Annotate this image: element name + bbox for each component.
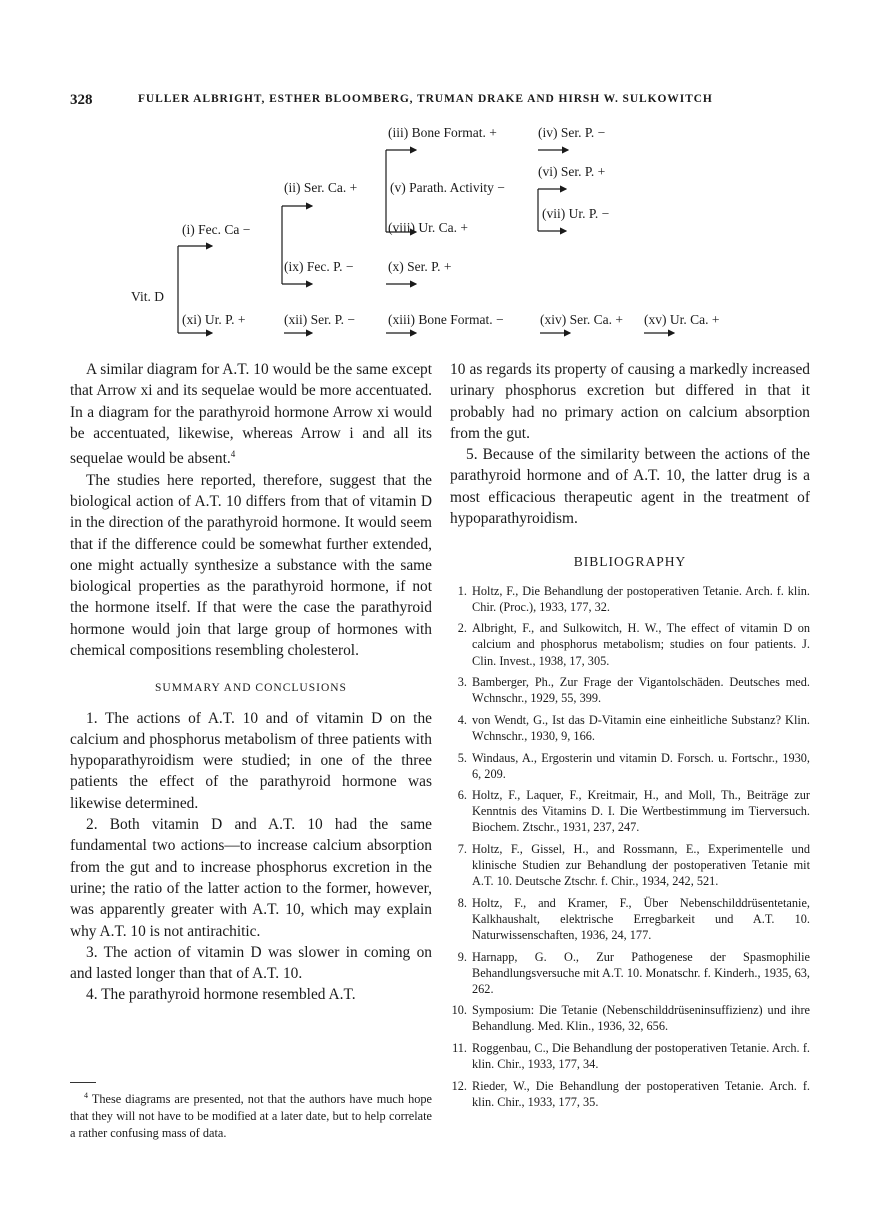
footnote-ref: 4 [230,449,236,460]
entry-number: 5. [457,750,467,765]
node-x: (x) Ser. P. + [388,259,452,274]
node-xi: (xi) Ur. P. + [182,312,246,327]
entry-number: 8. [457,895,467,910]
bibliography-entry [450,750,810,782]
node-i: (i) Fec. Ca − [182,222,251,237]
bibliography-entry [450,841,810,889]
entry-number: 6. [457,788,467,803]
paragraph: A similar diagram for A.T. 10 would be the same except that Arrow xi and its sequelae would be more accentuated. In a diagram for the parathyroid hormone Arrow xi would be accentuated, likewise, whereas Arrow i and all its sequelae would be absent.$^4$ [70,361,432,468]
entry-number: 7. [457,841,467,856]
entry-text: Symposium: Die Tetanie (Nebenschilddrüseninsuffizienz) und ihre Behandlung. Med. Klin., 1936, 32, 656. [472,1003,810,1034]
conclusion-4-cont: 10 as regards its property of causing a markedly increased urinary phosphorus excretion but differed in that it probably had no primary action on calcium absorption from the gut. [450,361,810,442]
node-vi: (vi) Ser. P. + [538,164,606,179]
footnote-rule [70,1082,96,1083]
conclusion-5: 5. Because of the similarity between the actions of the parathyroid hormone and of A.T. 10, the latter drug is a most efficacious therapeutic agent in the treatment of hypoparathyroidism. [450,446,810,528]
entry-text: Holtz, F., Die Behandlung der postoperativen Tetanie. Arch. f. klin. Chir. (Proc.), 1933, 177, 32. [472,583,810,614]
running-header [70,92,805,112]
section-heading: SUMMARY AND CONCLUSIONS [155,682,347,695]
node-xiv: (xiv) Ser. Ca. + [540,312,623,327]
left-column [70,359,432,1006]
node-xiii: (xiii) Bone Format. − [388,312,504,327]
bibliography-entry [450,1002,810,1034]
page-number: 328 [70,92,93,108]
conclusion-1: 1. The actions of A.T. 10 and of vitamin D on the calcium and phosphorus metabolism of three patients with hypoparathyroidism were studied; in one of the three patients the effect of the parathyroid hormone was likewise determined. [70,709,432,812]
bibliography-entry [450,620,810,668]
entry-text: Rieder, W., Die Behandlung der postoperativen Tetanie. Arch. f. klin. Chir., 1933, 177, 35. [472,1078,810,1109]
entry-number: 1. [457,583,467,598]
right-column [450,359,810,1115]
entry-text: von Wendt, G., Ist das D-Vitamin eine einheitliche Substanz? Klin. Wchnschr., 1930, 9, 166. [472,712,810,743]
running-authors: FULLER ALBRIGHT, ESTHER BLOOMBERG, TRUMAN DRAKE AND HIRSH W. SULKOWITCH [138,93,713,105]
node-xii: (xii) Ser. P. − [284,312,355,327]
bibliography-entry [450,674,810,706]
entry-text: Bamberger, Ph., Zur Frage der Vigantolschäden. Deutsches med. Wchnschr., 1929, 55, 399. [472,675,810,706]
node-ix: (ix) Fec. P. − [284,259,354,274]
node-vii: (vii) Ur. P. − [542,206,610,221]
entry-number: 3. [457,675,467,690]
entry-text: Albright, F., and Sulkowitch, H. W., The effect of vitamin D on calcium and phosphorus metabolism; studies on four patients. J. Clin. Invest., 1938, 17, 305. [472,621,810,668]
entry-text: Harnapp, G. O., Zur Pathogenese der Spasmophilie Behandlungsversuche mit A.T. 10. Monatschr. f. Kinderh., 1935, 63, 262. [472,949,810,996]
entry-text: Holtz, F., and Kramer, F., Über Nebenschilddrüsentetanie, Kalkhaushalt, elektrische Erregbarkeit und A.T. 10. Naturwissenschaften, 1936, 24, 177. [472,895,810,942]
bibliography-entry [450,1078,810,1110]
conclusion-3: 3. The action of vitamin D was slower in coming on and lasted longer than that of A.T. 10. [70,943,432,983]
node-iii: (iii) Bone Format. + [388,125,497,140]
entry-number: 9. [457,949,467,964]
paragraph: The studies here reported, therefore, suggest that the biological action of A.T. 10 differs from that of vitamin D in the direction of the parathyroid hormone. It would seem that if the difference could be somewhat further extended, one might actually synthesize a substance with the same biological properties as the parathyroid hormone, if not the hormone itself. If that were the case the parathyroid hormone would join that large group of hormones with chemical compositions resembling cholesterol. [70,471,432,659]
node-vit-d: Vit. D [131,289,164,304]
entry-text: Windaus, A., Ergosterin und vitamin D. Forsch. u. Fortschr., 1930, 6, 209. [472,750,810,781]
conclusion-4-start: 4. The parathyroid hormone resembled A.T. [86,986,356,1004]
entry-text: Holtz, F., Gissel, H., and Rossmann, E., Experimentelle und klinische Studien zur Behandlung der postoperativen Tetanie mit A.T. 10. Deutsche Ztschr. f. Chir., 1934, 242, 521. [472,841,810,889]
bibliography-entry [450,949,810,997]
conclusion-2: 2. Both vitamin D and A.T. 10 had the same fundamental two actions—to increase calcium absorption from the gut and to increase phosphorus excretion in the urine; the ratio of the latter action to the former, however, was apparently greater with A.T. 10, which may explain why A.T. 10 is not antirachitic. [70,816,432,940]
node-ii: (ii) Ser. Ca. + [284,180,358,195]
entry-number: 2. [457,621,467,636]
node-iv: (iv) Ser. P. − [538,125,606,140]
bibliography-heading: BIBLIOGRAPHY [573,554,687,570]
bibliography-entry [450,583,810,615]
entry-number: 4. [457,712,467,727]
action-diagram [0,118,875,348]
node-viii: (viii) Ur. Ca. + [388,220,468,235]
node-v: (v) Parath. Activity − [390,180,505,195]
node-xv: (xv) Ur. Ca. + [644,312,720,327]
bibliography-list [450,583,810,1110]
footnote: $^4$ These diagrams are presented, not that the authors have much hope that they will not have to be modified at a later date, but to help correlate a rather confusing mass of data. [70,1091,432,1141]
entry-number: 11. [452,1041,467,1056]
entry-number: 12. [451,1078,467,1093]
bibliography-entry [450,787,810,835]
bibliography-entry [450,895,810,943]
entry-number: 10. [451,1003,467,1018]
bibliography-entry [450,1040,810,1072]
entry-text: Roggenbau, C., Die Behandlung der postoperativen Tetanie. Arch. f. klin. Chir., 1933, 177, 34. [472,1041,810,1072]
bibliography-entry [450,712,810,744]
entry-text: Holtz, F., Laquer, F., Kreitmair, H., and Moll, Th., Beiträge zur Kenntnis des Vitamins D. I. Die Wertbestimmung im Tierversuch. Biochem. Ztschr., 1931, 237, 247. [472,788,810,835]
